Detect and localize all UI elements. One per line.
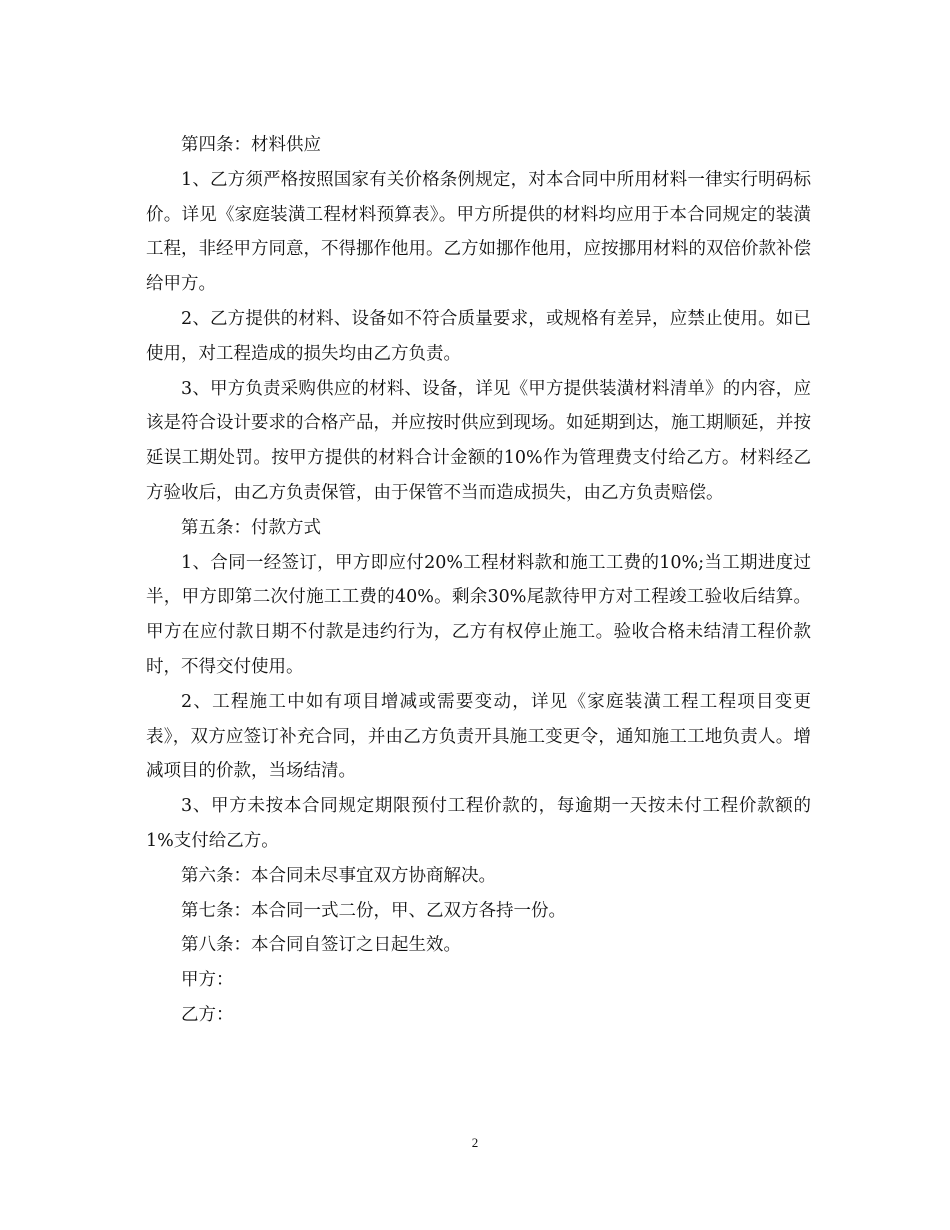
clause-paragraph: 1、合同一经签订，甲方即应付20%工程材料款和施工工费的10%;当工期进度过半，甲方即第二次付施工工费的40%。剩余30%尾款待甲方对工程竣工验收后结算。甲方在应付款日期不付款是违约行为，乙方有权停止施工。验收合格未结清工程价款时，不得交付使用。 (146, 552, 811, 677)
section-heading-payment: 第五条：付款方式 (181, 517, 321, 538)
party-b-signature-line: 乙方： (181, 1004, 234, 1025)
document-body (146, 128, 811, 1033)
clause-paragraph: 2、乙方提供的材料、设备如不符合质量要求，或规格有差异，应禁止使用。如已使用，对工程造成的损失均由乙方负责。 (146, 308, 811, 364)
article-seven: 第七条：本合同一式二份，甲、乙双方各持一份。 (181, 900, 566, 921)
article-six: 第六条：本合同未尽事宜双方协商解决。 (181, 865, 496, 886)
clause-paragraph: 3、甲方未按本合同规定期限预付工程价款的，每逾期一天按未付工程价款额的1%支付给乙方。 (146, 796, 811, 851)
clause-paragraph: 1、乙方须严格按照国家有关价格条例规定，对本合同中所用材料一律实行明码标价。详见《家庭装潢工程材料预算表》。甲方所提供的材料均应用于本合同规定的装潢工程，非经甲方同意，不得挪作他用。乙方如挪作他用，应按挪用材料的双倍价款补偿给甲方。 (146, 169, 811, 295)
party-a-signature-line: 甲方： (181, 970, 234, 991)
clause-paragraph: 3、甲方负责采购供应的材料、设备，详见《甲方提供装潢材料清单》的内容，应该是符合设计要求的合格产品，并应按时供应到现场。如延期到达，施工期顺延，并按延误工期处罚。按甲方提供的材料合计金额的10%作为管理费支付给乙方。材料经乙方验收后，由乙方负责保管，由于保管不当而造成损失，由乙方负责赔偿。 (146, 378, 811, 503)
article-eight: 第八条：本合同自签订之日起生效。 (181, 935, 461, 956)
section-heading-materials: 第四条：材料供应 (181, 135, 321, 155)
clause-paragraph: 2、工程施工中如有项目增减或需要变动，详见《家庭装潢工程工程项目变更表》，双方应签订补充合同，并由乙方负责开具施工变更令，通知施工工地负责人。增减项目的价款，当场结清。 (146, 691, 811, 782)
page-number: 2 (471, 1135, 479, 1150)
